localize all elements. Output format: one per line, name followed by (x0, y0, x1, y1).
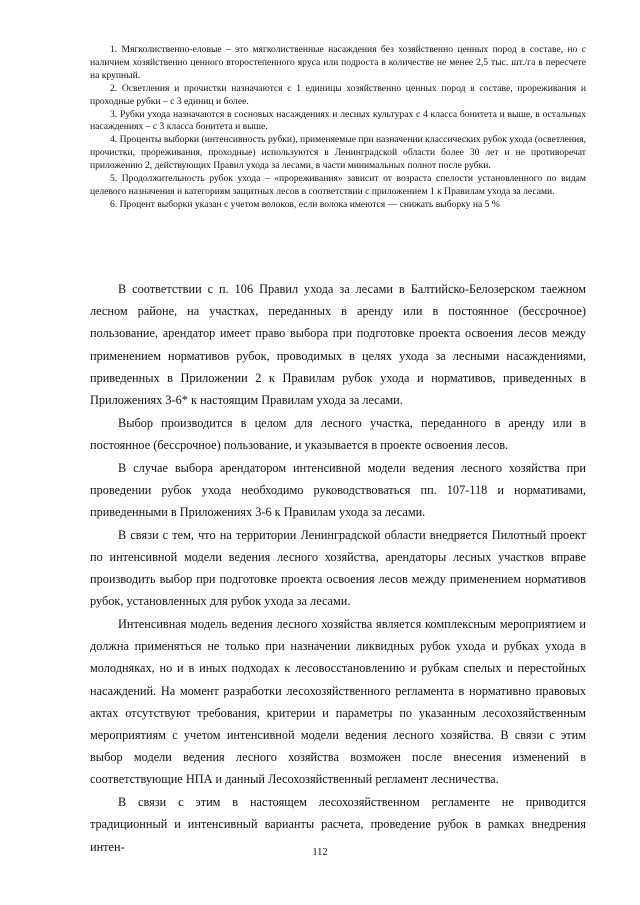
body-text (90, 278, 586, 858)
table-footnotes (90, 44, 586, 212)
footnote-4: 4. Проценты выборки (интенсивность рубки), применяемые при назначении классических рубок ухода (осветления, прочистки, прореживания, проходные) используются в Ленинградской области более 30 лет и не противоречат приложению 2, действующих Правил ухода за лесами, в части минимальных полнот после рубки. (90, 134, 586, 172)
paragraph-1: В соответствии с п. 106 Правил ухода за лесами в Балтийско-Белозерском таежном лесном районе, на участках, переданных в аренду или в постоянное (бессрочное) пользование, арендатор имеет право выбора при подготовке проекта освоения лесов между применением нормативов рубок, проводимых в целях ухода за лесными насаждениями, приведенных в Приложении 2 к Правилам рубок ухода и нормативов, приведенных в Приложениях 3-6* к настоящим Правилам ухода за лесами. (90, 282, 586, 408)
paragraph-6: В связи с этим в настоящем лесохозяйственном регламенте не приводится традиционный и интенсивный варианты расчета, проведение рубок в рамках внедрения интен- (90, 795, 586, 854)
footnote-3: 3. Рубки ухода назначаются в сосновых насаждениях и лесных культурах с 4 класса бонитета и выше, в остальных насаждениях – с 3 класса бонитета и выше. (90, 108, 586, 133)
paragraph-3: В случае выбора арендатором интенсивной модели ведения лесного хозяйства при проведении рубок ухода необходимо руководствоваться пп. 107-118 и нормативами, приведенными в Приложениях 3-6 к Правилам ухода за лесами. (90, 460, 586, 520)
footnote-6: 6. Процент выборки указан с учетом волоков, если волока имеются — снижать выборку на 5 % (110, 198, 500, 210)
page-number: 112 (312, 847, 328, 858)
footnote-5: 5. Продолжительность рубок ухода – «прореживания» зависит от возраста спелости установленного по видам целевого назначения и категориям защитных лесов в соответствии с приложением 1 к Правилам ухода за лесами. (90, 173, 586, 197)
footnote-1: 1. Мягколиственно-еловые – это мягколиственные насаждения без хозяйственно ценных пород в составе, но с наличием хозяйственно ценного второстепенного яруса или подроста в количестве не менее 2,5 тыс. шт./га в пересчете на крупный. (90, 44, 586, 81)
footnote-2: 2. Осветления и прочистки назначаются с 1 единицы хозяйственно ценных пород в составе, прореживания и проходные рубки – с 3 единиц и более. (90, 82, 586, 107)
paragraph-2: Выбор производится в целом для лесного участка, переданного в аренду или в постоянное (бессрочное) пользование, и указывается в проекте освоения лесов. (90, 415, 586, 452)
paragraph-4: В связи с тем, что на территории Ленинградской области внедряется Пилотный проект по интенсивной модели ведения лесного хозяйства, арендаторы лесных участков вправе производить выбор при подготовке проекта освоения лесов между применением нормативов рубок, установленных для рубок ухода за лесами. (90, 527, 586, 609)
paragraph-5: Интенсивная модель ведения лесного хозяйства является комплексным мероприятием и должна применяться не только при назначении ликвидных рубок ухода и рубках ухода в молодняках, но и в иных подходах к лесовосстановлению и рубкам спелых и перестойных насаждений. На момент разработки лесохозяйственного регламента в нормативно правовых актах отсутствуют требования, критерии и параметры по указанным лесохозяйственным мероприятиям с учетом интенсивной модели ведения лесного хозяйства. В связи с этим выбор модели ведения лесного хозяйства возможен после внесения изменений в соответствующие НПА и данный Лесохозяйственный регламент лесничества. (90, 617, 586, 787)
